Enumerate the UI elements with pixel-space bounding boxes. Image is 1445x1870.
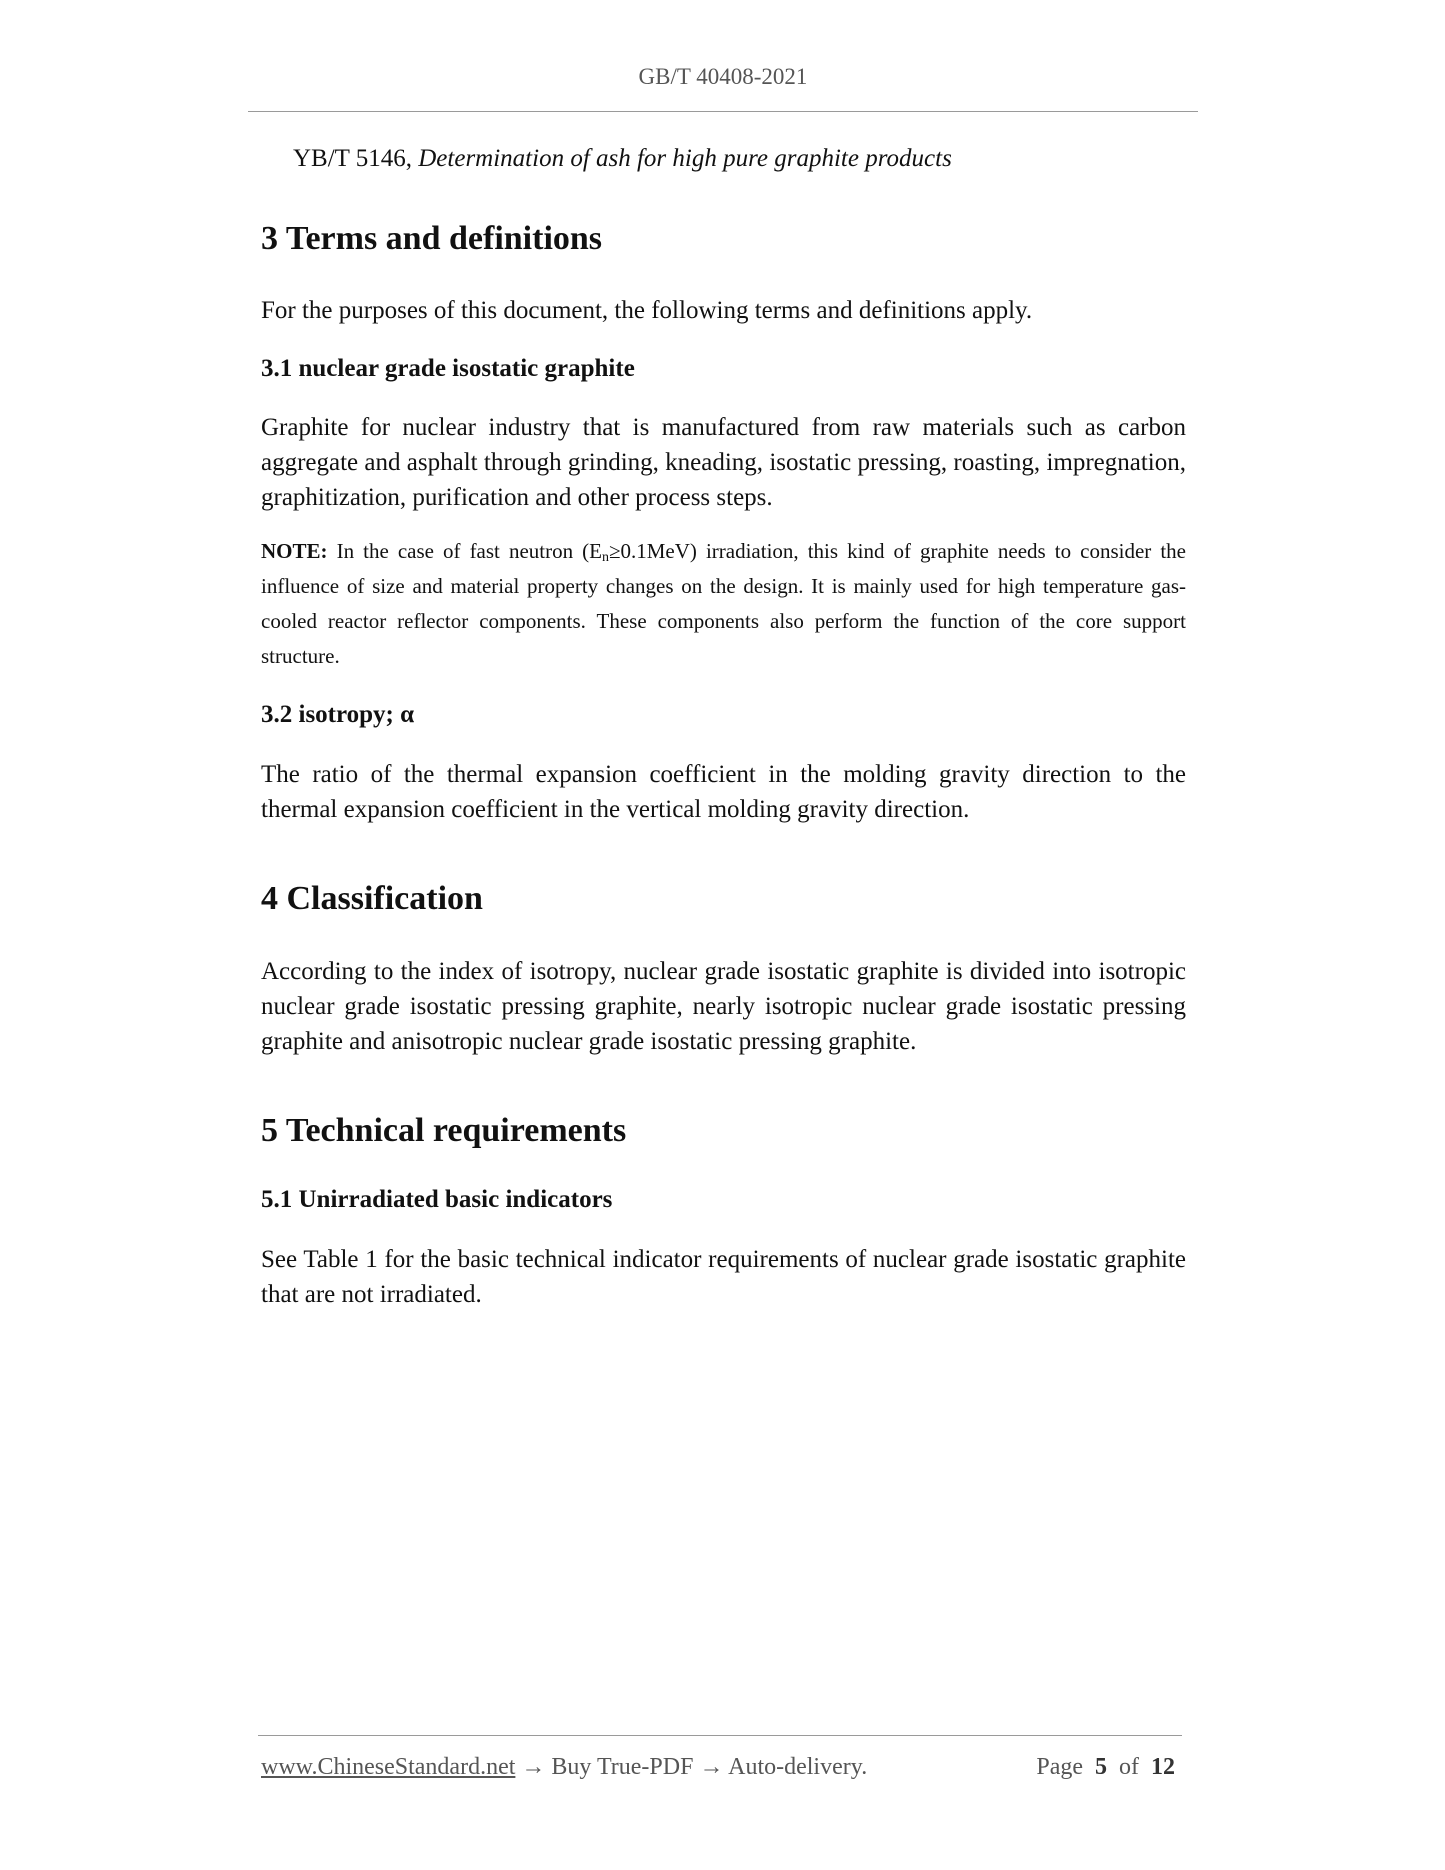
header-divider	[248, 111, 1198, 112]
section-5-1-heading: 5.1 Unirradiated basic indicators	[261, 1186, 613, 1213]
promo-text: → Buy True-PDF → Auto-delivery.	[515, 1754, 868, 1780]
section-4-text: According to the index of isotropy, nuclear grade isostatic graphite is divided into isotropic nuclear grade isostatic pressing graphite, nearly isotropic nuclear grade isostatic pressing graphite and anisotropic nuclear grade isostatic pressing graphite.	[261, 958, 1186, 1055]
normative-reference	[293, 140, 1186, 178]
term-3-2-definition: The ratio of the thermal expansion coefficient in the molding gravity direction to the thermal expansion coefficient in the vertical molding gravity direction.	[261, 761, 1186, 823]
section-5-heading: 5 Technical requirements	[261, 1112, 627, 1149]
note-label: NOTE:	[261, 539, 328, 563]
footer-divider	[258, 1735, 1182, 1736]
of-label: of	[1119, 1754, 1139, 1780]
footer-promo	[261, 1754, 867, 1780]
page-total: 12	[1151, 1754, 1175, 1780]
reference-title: Determination of ash for high pure graphite products	[418, 145, 952, 172]
section-3-intro: For the purposes of this document, the following terms and definitions apply.	[261, 297, 1033, 324]
term-3-1-heading: 3.1 nuclear grade isostatic graphite	[261, 355, 635, 382]
section-3-heading: 3 Terms and definitions	[261, 220, 603, 257]
reference-code: YB/T 5146,	[293, 145, 412, 172]
page-number	[1036, 1754, 1175, 1781]
section-5-1-text: See Table 1 for the basic technical indicator requirements of nuclear grade isostatic graphite that are not irradiated.	[261, 1246, 1186, 1308]
page-footer	[261, 1754, 1183, 1781]
site-link[interactable]: www.ChineseStandard.net	[261, 1754, 516, 1780]
term-3-1-definition: Graphite for nuclear industry that is manufactured from raw materials such as carbon aggregate and asphalt through grinding, kneading, isostatic pressing, roasting, impregnation, graphitization, purification and other process steps.	[261, 414, 1186, 511]
note-subscript: n	[601, 550, 609, 565]
page-current: 5	[1095, 1754, 1107, 1780]
term-3-2-heading: 3.2 isotropy; α	[261, 701, 415, 728]
note-text-end: ≥0.1MeV) irradiation, this kind of graphite needs to consider the influence of size and material property changes on the design. It is mainly used for high temperature gas-cooled reactor reflector components. These components also perform the function of the core support structure.	[261, 539, 1187, 668]
page-header-doc-id: GB/T 40408-2021	[638, 64, 808, 89]
note-text-start: In the case of fast neutron (E	[336, 539, 602, 563]
section-4-heading: 4 Classification	[261, 880, 483, 917]
page-label: Page	[1036, 1754, 1083, 1780]
document-body	[261, 140, 1186, 1312]
term-3-1-note	[261, 534, 1186, 674]
